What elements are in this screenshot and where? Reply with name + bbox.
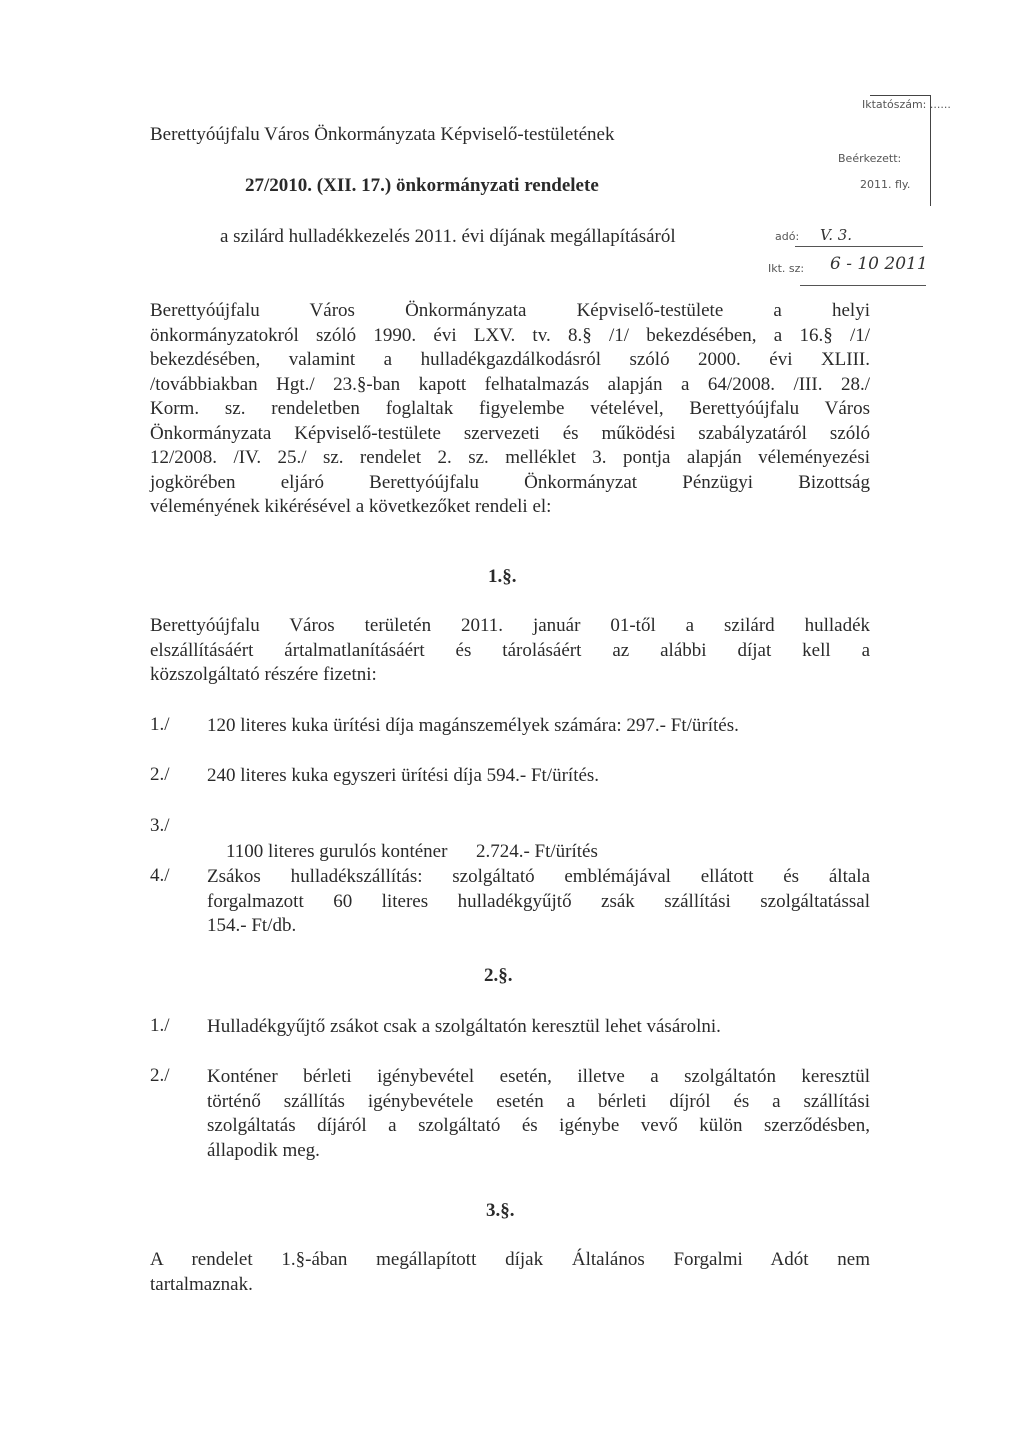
stamp-year: 2011. fly. [860, 178, 911, 191]
stamp-top-text: Iktatószám: ...... [862, 98, 951, 111]
stamp-iktat: Ikt. sz: [768, 262, 805, 275]
section-3-line: A rendelet 1.§-ában megállapított díjak Általános Forgalmi Adót nem [150, 1249, 870, 1270]
stamp-number-handwritten: 6 - 10 2011 [830, 254, 928, 274]
s1-item-4-line: forgalmazott 60 literes hulladékgyűjtő zsák szállítási szolgáltatással [207, 890, 870, 912]
section-3-line: tartalmaznak. [150, 1273, 253, 1295]
stamp-date-handwritten: V. 3. [820, 226, 853, 244]
preamble-line: jogkörében eljáró Berettyóújfalu Önkormányzat Pénzügyi Bizottság [150, 471, 870, 493]
preamble-line: bekezdésében, valamint a hulladékgazdálkodásról szóló 2000. évi XLIII. [150, 349, 870, 370]
preamble-line: 12/2008. /IV. 25./ sz. rendelet 2. sz. melléklet 3. pontja alapján véleményezési [150, 447, 870, 468]
section-1-intro-line: elszállításáért ártalmatlanításáért és tárolásáért az alábbi díjat kell a [150, 639, 870, 661]
section-1-intro-line: Berettyóújfalu Város területén 2011. január 01-től a szilárd hulladék [150, 615, 870, 636]
s2-item-1-text [207, 1015, 870, 1040]
preamble-line: Berettyóújfalu Város Önkormányzata Képviselő-testülete a helyi [150, 300, 870, 321]
s1-item-1-line: 120 literes kuka ürítési díja magánszemélyek számára: 297.- Ft/ürítés. [207, 715, 739, 736]
s1-item-4-line: 154.- Ft/db. [207, 915, 297, 936]
s2-item-2-number: 2./ [150, 1065, 170, 1086]
preamble-line: Önkormányzata Képviselő-testülete szervezeti és működési szabályzatáról szóló [150, 422, 870, 444]
header-line-3: a szilárd hulladékkezelés 2011. évi díjának megállapításáról [220, 226, 676, 247]
section-3-heading: 3.§. [486, 1200, 515, 1221]
stamp-underline-1 [795, 246, 923, 247]
s1-item-1-number: 1./ [150, 714, 170, 735]
s2-item-1-number: 1./ [150, 1015, 170, 1036]
s1-item-3-number: 3./ [150, 815, 170, 836]
s1-item-4-line: Zsákos hulladékszállítás: szolgáltató emblémájával ellátott és általa [207, 866, 870, 887]
preamble-line: véleményének kikérésével a következőket rendeli el: [150, 496, 552, 517]
section-1-intro [150, 614, 870, 688]
section-3-text [150, 1248, 870, 1297]
section-1-heading: 1.§. [488, 566, 517, 587]
header-line-1: Berettyóújfalu Város Önkormányzata Képviselő-testületének [150, 124, 615, 145]
s1-item-2-line: 240 literes kuka egyszeri ürítési díja 594.- Ft/ürítés. [207, 765, 600, 786]
s1-item-3-line: 1100 literes gurulós konténer 2.724.- Ft/ürítés [226, 840, 598, 862]
s2-item-2-line: szolgáltatás díjáról a szolgáltató és igénybe vevő külön szerződésben, [207, 1115, 870, 1136]
s2-item-2-line: állapodik meg. [207, 1139, 320, 1161]
preamble-paragraph [150, 299, 870, 520]
s1-item-4-text [207, 865, 870, 939]
header-line-2: 27/2010. (XII. 17.) önkormányzati rendelete [245, 175, 599, 196]
section-2-heading: 2.§. [484, 965, 513, 986]
stamp-underline-2 [800, 285, 926, 286]
s1-item-1-text [207, 714, 870, 739]
registration-stamp [768, 88, 951, 298]
stamp-erkezett: Beérkezett: [838, 152, 902, 165]
s2-item-2-line: történő szállítás igénybevétele esetén a bérleti díjról és a szállítási [207, 1090, 870, 1112]
stamp-ado: adó: [775, 230, 800, 243]
preamble-line: Korm. sz. rendeletben foglaltak figyelembe vételével, Berettyóújfalu Város [150, 398, 870, 419]
s2-item-2-text [207, 1065, 870, 1163]
s2-item-1-line: Hulladékgyűjtő zsákot csak a szolgáltatón keresztül lehet vásárolni. [207, 1016, 721, 1037]
s1-item-2-text [207, 764, 870, 789]
s1-item-4-number: 4./ [150, 865, 170, 886]
preamble-line: /továbbiakban Hgt./ 23.§-ban kapott felhatalmazás alapján a 64/2008. /III. 28./ [150, 373, 870, 395]
preamble-line: önkormányzatokról szóló 1990. évi LXV. tv. 8.§ /1/ bekezdésében, a 16.§ /1/ [150, 324, 870, 346]
section-1-intro-line: közszolgáltató részére fizetni: [150, 664, 377, 685]
s2-item-2-line: Konténer bérleti igénybevétel esetén, illetve a szolgáltatón keresztül [207, 1066, 870, 1087]
s1-item-2-number: 2./ [150, 764, 170, 785]
